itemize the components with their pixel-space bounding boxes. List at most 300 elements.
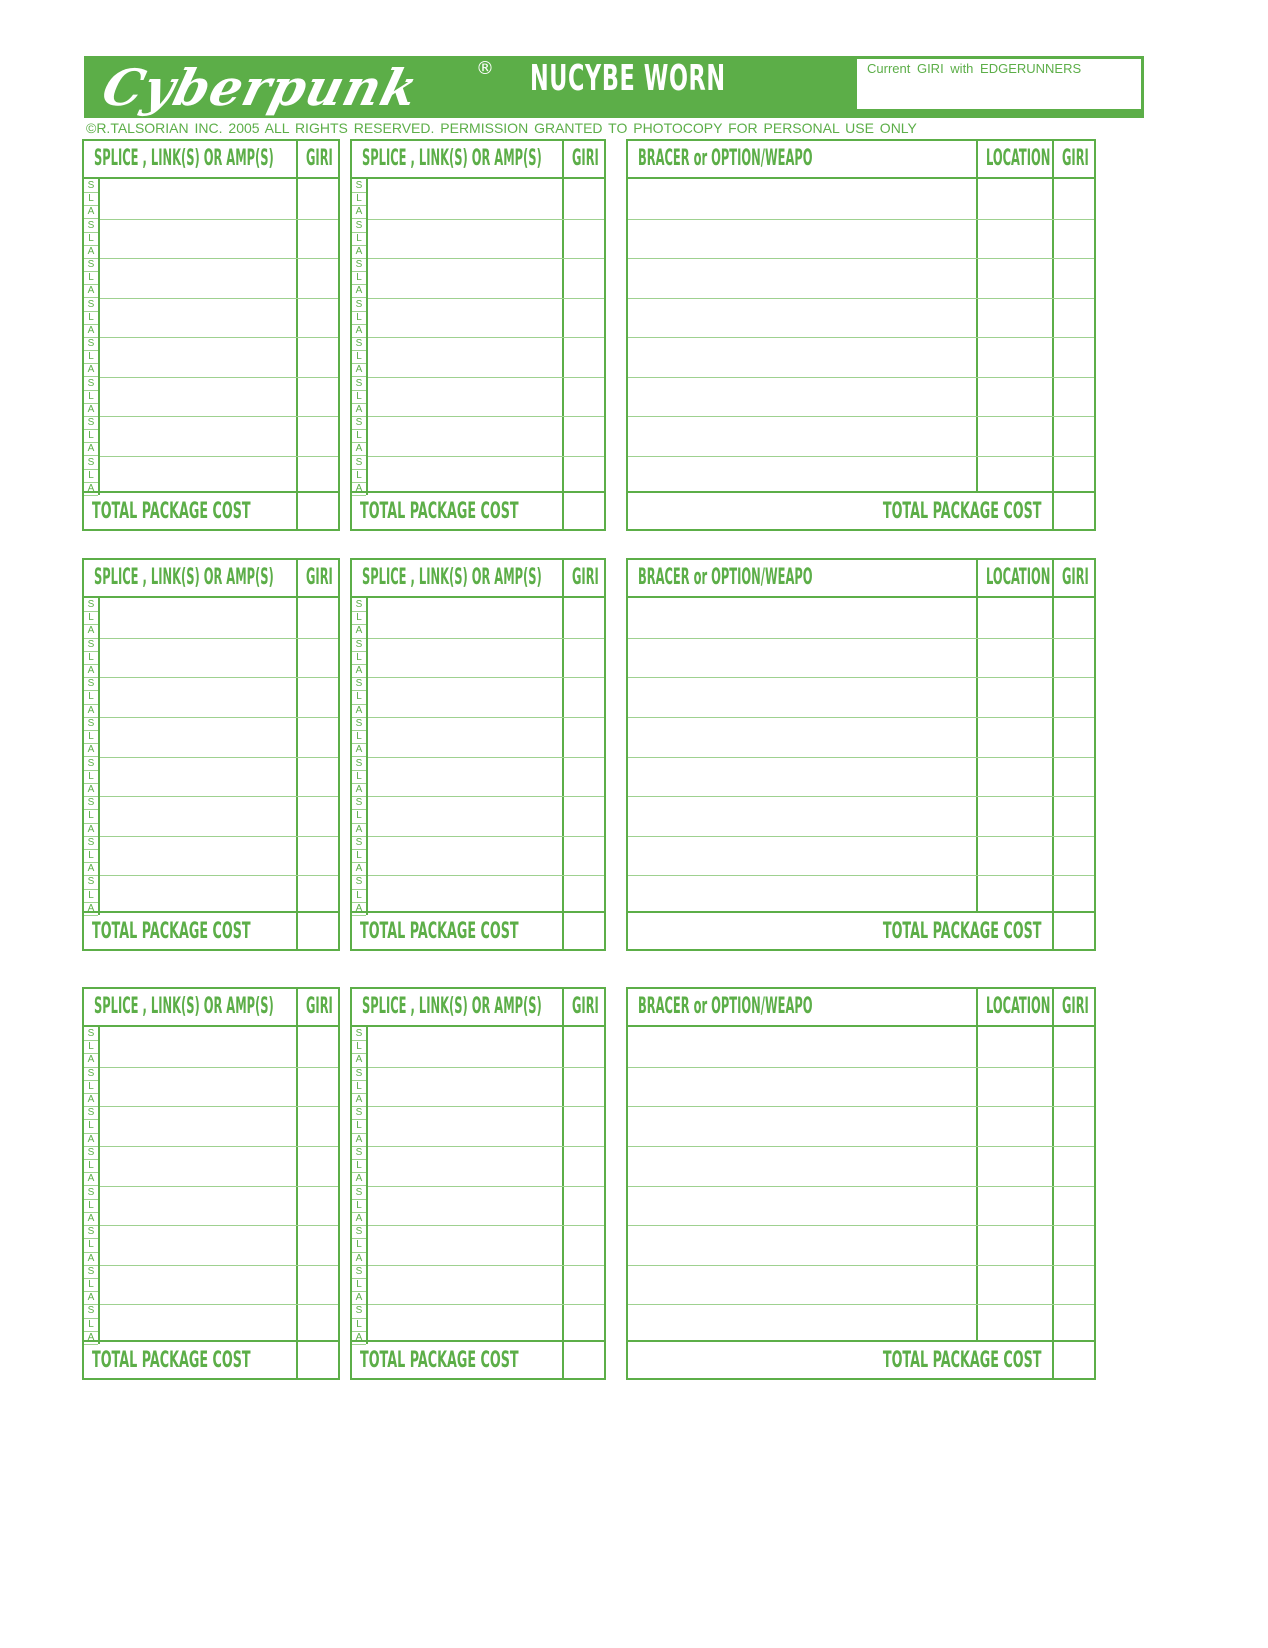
sla-letter-l[interactable]: L: [84, 350, 98, 364]
sla-letter-a[interactable]: A: [352, 704, 366, 718]
sla-letter-s[interactable]: S: [352, 258, 366, 272]
sla-letter-l[interactable]: L: [352, 1238, 366, 1252]
sla-letter-l[interactable]: L: [84, 690, 98, 704]
location-column-header: LOCATION: [986, 146, 1051, 171]
location-column-header: LOCATION: [986, 994, 1051, 1019]
current-giri-label: Current GIRI with EDGERUNNERS: [867, 61, 1082, 76]
splice-table: [82, 558, 340, 951]
total-package-cost-row: [628, 1340, 1094, 1378]
giri-column-header: GIRI: [306, 565, 333, 590]
giri-column-divider: [296, 560, 298, 949]
sla-letter-s[interactable]: S: [352, 638, 366, 652]
table-row[interactable]: [628, 677, 974, 717]
total-package-cost-value[interactable]: [560, 493, 604, 529]
location-column-divider: [976, 989, 978, 1340]
sla-column: [352, 1027, 368, 1344]
sla-letter-a[interactable]: A: [84, 783, 98, 797]
bracer-table: [626, 558, 1096, 951]
sla-letter-a[interactable]: A: [352, 1053, 366, 1067]
table-row[interactable]: [628, 298, 974, 338]
table-row[interactable]: [368, 377, 560, 417]
sla-letter-l[interactable]: L: [352, 770, 366, 784]
sla-letter-a[interactable]: A: [84, 482, 98, 496]
sla-letter-l[interactable]: L: [84, 770, 98, 784]
table-row[interactable]: [368, 1225, 560, 1265]
table-row[interactable]: [100, 258, 294, 298]
sla-letter-l[interactable]: L: [84, 469, 98, 483]
sla-letter-s[interactable]: S: [352, 179, 366, 193]
total-package-cost-label: TOTAL PACKAGE COST: [360, 919, 519, 944]
bracer-table-header: [628, 141, 1094, 179]
sla-letter-s[interactable]: S: [84, 337, 98, 351]
sla-letter-s[interactable]: S: [84, 219, 98, 233]
sla-letter-s[interactable]: S: [352, 1067, 366, 1081]
sla-letter-l[interactable]: L: [84, 809, 98, 823]
giri-column-header: GIRI: [1062, 565, 1089, 590]
sla-letter-l[interactable]: L: [352, 1080, 366, 1094]
table-row[interactable]: [100, 796, 294, 836]
giri-column-header: GIRI: [572, 146, 599, 171]
sla-letter-s[interactable]: S: [352, 1304, 366, 1318]
sla-letter-s[interactable]: S: [84, 416, 98, 430]
sla-letter-a[interactable]: A: [84, 284, 98, 298]
sla-letter-a[interactable]: A: [352, 823, 366, 837]
table-row[interactable]: [628, 717, 974, 757]
sla-letter-a[interactable]: A: [84, 324, 98, 338]
table-row[interactable]: [628, 875, 974, 915]
table-row[interactable]: [100, 1146, 294, 1186]
location-column-divider: [976, 560, 978, 911]
table-row[interactable]: [368, 337, 560, 377]
sla-letter-l[interactable]: L: [352, 429, 366, 443]
sla-letter-l[interactable]: L: [84, 611, 98, 625]
table-row[interactable]: [368, 416, 560, 456]
table-row[interactable]: [100, 298, 294, 338]
table-row[interactable]: [368, 1186, 560, 1226]
sla-column: [84, 1027, 100, 1344]
sla-letter-s[interactable]: S: [84, 1225, 98, 1239]
total-package-cost-row: [352, 1340, 604, 1378]
sla-letter-l[interactable]: L: [84, 849, 98, 863]
table-row[interactable]: [628, 757, 974, 797]
table-row[interactable]: [100, 677, 294, 717]
sla-letter-s[interactable]: S: [352, 298, 366, 312]
sla-letter-s[interactable]: S: [84, 1265, 98, 1279]
sla-letter-s[interactable]: S: [352, 219, 366, 233]
sla-letter-l[interactable]: L: [352, 730, 366, 744]
table-row[interactable]: [100, 717, 294, 757]
sla-letter-s[interactable]: S: [352, 1106, 366, 1120]
table-row[interactable]: [628, 1027, 974, 1067]
table-row[interactable]: [100, 337, 294, 377]
sla-letter-a[interactable]: A: [352, 403, 366, 417]
sla-letter-a[interactable]: A: [84, 363, 98, 377]
sla-letter-l[interactable]: L: [84, 1238, 98, 1252]
sla-letter-a[interactable]: A: [352, 1093, 366, 1107]
sla-letter-l[interactable]: L: [352, 1318, 366, 1332]
giri-column-header: GIRI: [306, 146, 333, 171]
sla-letter-l[interactable]: L: [352, 1199, 366, 1213]
table-row[interactable]: [368, 1067, 560, 1107]
sla-letter-a[interactable]: A: [352, 664, 366, 678]
sla-letter-s[interactable]: S: [84, 298, 98, 312]
splice-table-header: [84, 560, 338, 598]
sla-letter-l[interactable]: L: [84, 1318, 98, 1332]
table-row[interactable]: [628, 598, 974, 638]
sla-letter-l[interactable]: L: [352, 232, 366, 246]
sla-letter-l[interactable]: L: [84, 1119, 98, 1133]
location-column-header: LOCATION: [986, 565, 1051, 590]
sla-letter-s[interactable]: S: [352, 796, 366, 810]
cyberpunk-logo: Cyberpunk: [96, 58, 425, 117]
table-row[interactable]: [100, 377, 294, 417]
table-row[interactable]: [368, 179, 560, 219]
sla-letter-a[interactable]: A: [352, 442, 366, 456]
bracer-table-header: [628, 560, 1094, 598]
sla-letter-l[interactable]: L: [352, 469, 366, 483]
sla-letter-a[interactable]: A: [84, 1252, 98, 1266]
sla-letter-l[interactable]: L: [352, 1040, 366, 1054]
sla-letter-s[interactable]: S: [84, 179, 98, 193]
sla-letter-s[interactable]: S: [352, 337, 366, 351]
sla-letter-a[interactable]: A: [84, 442, 98, 456]
total-package-cost-label: TOTAL PACKAGE COST: [883, 499, 1042, 524]
sla-letter-a[interactable]: A: [352, 284, 366, 298]
sla-letter-a[interactable]: A: [352, 1172, 366, 1186]
splice-table-header: [84, 989, 338, 1027]
total-package-cost-label: TOTAL PACKAGE COST: [360, 499, 519, 524]
sla-letter-s[interactable]: S: [352, 1225, 366, 1239]
sla-letter-a[interactable]: A: [84, 862, 98, 876]
sla-letter-a[interactable]: A: [352, 1291, 366, 1305]
current-giri-field[interactable]: [857, 59, 1141, 109]
total-package-cost-row: [84, 491, 338, 529]
header-banner: [84, 56, 1144, 118]
sla-letter-s[interactable]: S: [352, 1265, 366, 1279]
total-package-cost-label: TOTAL PACKAGE COST: [92, 919, 251, 944]
sla-letter-l[interactable]: L: [352, 390, 366, 404]
sla-letter-a[interactable]: A: [352, 862, 366, 876]
table-row[interactable]: [368, 298, 560, 338]
sla-letter-s[interactable]: S: [352, 875, 366, 889]
sla-letter-l[interactable]: L: [84, 1278, 98, 1292]
sla-letter-s[interactable]: S: [84, 1304, 98, 1318]
table-row[interactable]: [100, 875, 294, 915]
table-row[interactable]: [628, 796, 974, 836]
sla-letter-l[interactable]: L: [352, 809, 366, 823]
splice-table: [350, 987, 606, 1380]
sla-letter-l[interactable]: L: [84, 311, 98, 325]
table-row[interactable]: [628, 1186, 974, 1226]
sla-letter-s[interactable]: S: [352, 1186, 366, 1200]
giri-column-header: GIRI: [306, 994, 333, 1019]
giri-column-header: GIRI: [572, 994, 599, 1019]
giri-column-divider: [296, 141, 298, 529]
page-title: NUCYBE WORN: [530, 58, 726, 99]
table-row[interactable]: [628, 337, 974, 377]
total-package-cost-value[interactable]: [1050, 493, 1094, 529]
table-row[interactable]: [100, 1067, 294, 1107]
sla-letter-l[interactable]: L: [352, 690, 366, 704]
sla-letter-l[interactable]: L: [352, 271, 366, 285]
table-row[interactable]: [628, 1304, 974, 1344]
sla-letter-a[interactable]: A: [352, 1331, 366, 1345]
table-row[interactable]: [368, 875, 560, 915]
table-row[interactable]: [100, 757, 294, 797]
sla-letter-a[interactable]: A: [84, 1053, 98, 1067]
splice-table: [350, 139, 606, 531]
table-row[interactable]: [628, 638, 974, 678]
total-package-cost-label: TOTAL PACKAGE COST: [883, 1348, 1042, 1373]
sla-letter-s[interactable]: S: [352, 757, 366, 771]
table-row[interactable]: [628, 377, 974, 417]
splice-title: SPLICE , LINK(S) OR AMP(S): [94, 994, 274, 1019]
sla-letter-a[interactable]: A: [352, 245, 366, 259]
sla-letter-a[interactable]: A: [352, 1252, 366, 1266]
table-row[interactable]: [100, 1186, 294, 1226]
splice-table-header: [352, 560, 604, 598]
table-row[interactable]: [368, 1265, 560, 1305]
sla-letter-s[interactable]: S: [84, 757, 98, 771]
sla-letter-a[interactable]: A: [84, 743, 98, 757]
sla-letter-a[interactable]: A: [84, 1331, 98, 1345]
bracer-title: BRACER or OPTION/WEAPO: [638, 994, 813, 1019]
sla-letter-s[interactable]: S: [84, 1146, 98, 1160]
splice-title: SPLICE , LINK(S) OR AMP(S): [94, 565, 274, 590]
table-row[interactable]: [368, 1304, 560, 1344]
sla-letter-a[interactable]: A: [84, 1093, 98, 1107]
sla-letter-l[interactable]: L: [352, 311, 366, 325]
sla-letter-s[interactable]: S: [84, 796, 98, 810]
sla-letter-s[interactable]: S: [84, 677, 98, 691]
sla-letter-a[interactable]: A: [352, 624, 366, 638]
sla-letter-l[interactable]: L: [84, 232, 98, 246]
sla-letter-s[interactable]: S: [352, 717, 366, 731]
sla-letter-a[interactable]: A: [352, 1133, 366, 1147]
table-row[interactable]: [100, 456, 294, 496]
sla-letter-s[interactable]: S: [84, 717, 98, 731]
sla-letter-l[interactable]: L: [84, 1040, 98, 1054]
sla-letter-l[interactable]: L: [84, 1159, 98, 1173]
giri-column-divider: [296, 989, 298, 1378]
splice-table-header: [352, 141, 604, 179]
sla-letter-s[interactable]: S: [84, 1067, 98, 1081]
total-package-cost-row: [628, 491, 1094, 529]
sla-letter-a[interactable]: A: [84, 205, 98, 219]
splice-title: SPLICE , LINK(S) OR AMP(S): [94, 146, 274, 171]
table-row[interactable]: [100, 179, 294, 219]
giri-column-divider: [562, 560, 564, 949]
giri-column-header: GIRI: [572, 565, 599, 590]
table-row[interactable]: [100, 1106, 294, 1146]
sla-letter-l[interactable]: L: [352, 1119, 366, 1133]
copyright-notice: ©R.TALSORIAN INC. 2005 ALL RIGHTS RESERVED. PERMISSION GRANTED TO PHOTOCOPY FOR PERSONAL USE ONLY: [86, 120, 917, 136]
table-row[interactable]: [100, 1027, 294, 1067]
sla-letter-a[interactable]: A: [84, 403, 98, 417]
total-package-cost-label: TOTAL PACKAGE COST: [92, 499, 251, 524]
bracer-table-header: [628, 989, 1094, 1027]
sla-letter-a[interactable]: A: [352, 1212, 366, 1226]
table-row[interactable]: [100, 598, 294, 638]
sla-column: [84, 179, 100, 495]
sla-letter-a[interactable]: A: [84, 1212, 98, 1226]
giri-column-divider: [562, 989, 564, 1378]
table-row[interactable]: [368, 1146, 560, 1186]
bracer-table: [626, 139, 1096, 531]
table-row[interactable]: [100, 1304, 294, 1344]
sla-letter-l[interactable]: L: [84, 1080, 98, 1094]
table-row[interactable]: [368, 717, 560, 757]
sla-letter-s[interactable]: S: [352, 598, 366, 612]
table-row[interactable]: [628, 1106, 974, 1146]
sla-letter-a[interactable]: A: [84, 1291, 98, 1305]
sla-letter-a[interactable]: A: [352, 783, 366, 797]
table-row[interactable]: [368, 219, 560, 259]
sla-letter-s[interactable]: S: [84, 638, 98, 652]
table-row[interactable]: [628, 219, 974, 259]
table-row[interactable]: [628, 416, 974, 456]
table-row[interactable]: [368, 677, 560, 717]
giri-column-divider: [1052, 560, 1054, 949]
sla-letter-s[interactable]: S: [84, 836, 98, 850]
sla-letter-l[interactable]: L: [352, 651, 366, 665]
sla-letter-s[interactable]: S: [352, 416, 366, 430]
total-package-cost-row: [628, 911, 1094, 949]
table-row[interactable]: [628, 836, 974, 876]
total-package-cost-value[interactable]: [560, 913, 604, 949]
table-row[interactable]: [628, 1146, 974, 1186]
sla-letter-l[interactable]: L: [84, 390, 98, 404]
sla-letter-s[interactable]: S: [352, 1027, 366, 1041]
table-row[interactable]: [628, 179, 974, 219]
total-package-cost-value[interactable]: [294, 493, 338, 529]
total-package-cost-label: TOTAL PACKAGE COST: [883, 919, 1042, 944]
total-package-cost-value[interactable]: [294, 913, 338, 949]
total-package-cost-value[interactable]: [1050, 913, 1094, 949]
sla-letter-l[interactable]: L: [352, 1159, 366, 1173]
splice-table: [82, 139, 340, 531]
table-row[interactable]: [628, 1225, 974, 1265]
giri-column-header: GIRI: [1062, 146, 1089, 171]
table-row[interactable]: [368, 598, 560, 638]
sla-letter-l[interactable]: L: [352, 611, 366, 625]
sla-letter-a[interactable]: A: [352, 482, 366, 496]
table-row[interactable]: [628, 258, 974, 298]
sla-letter-a[interactable]: A: [84, 245, 98, 259]
sla-letter-l[interactable]: L: [84, 730, 98, 744]
sla-letter-l[interactable]: L: [352, 1278, 366, 1292]
sla-letter-s[interactable]: S: [84, 258, 98, 272]
splice-title: SPLICE , LINK(S) OR AMP(S): [362, 994, 542, 1019]
splice-title: SPLICE , LINK(S) OR AMP(S): [362, 146, 542, 171]
sla-letter-l[interactable]: L: [84, 889, 98, 903]
sla-letter-l[interactable]: L: [84, 271, 98, 285]
giri-column-divider: [1052, 989, 1054, 1378]
total-package-cost-row: [84, 1340, 338, 1378]
table-row[interactable]: [100, 416, 294, 456]
sla-letter-s[interactable]: S: [352, 836, 366, 850]
table-row[interactable]: [100, 836, 294, 876]
sla-letter-a[interactable]: A: [352, 205, 366, 219]
table-row[interactable]: [368, 836, 560, 876]
sla-letter-s[interactable]: S: [84, 875, 98, 889]
table-row[interactable]: [368, 796, 560, 836]
table-row[interactable]: [628, 1265, 974, 1305]
total-package-cost-value[interactable]: [560, 1342, 604, 1378]
splice-table: [350, 558, 606, 951]
sla-letter-l[interactable]: L: [84, 1199, 98, 1213]
sla-letter-s[interactable]: S: [84, 456, 98, 470]
bracer-title: BRACER or OPTION/WEAPO: [638, 565, 813, 590]
sla-letter-s[interactable]: S: [84, 377, 98, 391]
registered-mark: ®: [476, 58, 494, 79]
sla-letter-l[interactable]: L: [352, 350, 366, 364]
sla-letter-a[interactable]: A: [352, 363, 366, 377]
sla-letter-s[interactable]: S: [84, 598, 98, 612]
sla-letter-a[interactable]: A: [352, 743, 366, 757]
sla-column: [352, 179, 368, 495]
table-row[interactable]: [100, 1225, 294, 1265]
giri-column-divider: [1052, 141, 1054, 529]
sla-letter-a[interactable]: A: [84, 1133, 98, 1147]
sla-letter-a[interactable]: A: [84, 664, 98, 678]
sla-column: [84, 598, 100, 915]
sla-letter-l[interactable]: L: [84, 192, 98, 206]
table-row[interactable]: [368, 456, 560, 496]
table-row[interactable]: [368, 1106, 560, 1146]
table-row[interactable]: [628, 1067, 974, 1107]
sla-letter-l[interactable]: L: [84, 429, 98, 443]
total-package-cost-value[interactable]: [1050, 1342, 1094, 1378]
sla-letter-l[interactable]: L: [352, 889, 366, 903]
total-package-cost-row: [352, 911, 604, 949]
table-row[interactable]: [100, 1265, 294, 1305]
sla-column: [352, 598, 368, 915]
sla-letter-a[interactable]: A: [352, 324, 366, 338]
table-row[interactable]: [368, 757, 560, 797]
sla-letter-s[interactable]: S: [84, 1027, 98, 1041]
splice-table-header: [84, 141, 338, 179]
table-row[interactable]: [100, 638, 294, 678]
sla-letter-l[interactable]: L: [352, 849, 366, 863]
sla-letter-a[interactable]: A: [84, 704, 98, 718]
table-row[interactable]: [100, 219, 294, 259]
sla-letter-s[interactable]: S: [352, 677, 366, 691]
sla-letter-a[interactable]: A: [352, 902, 366, 916]
total-package-cost-value[interactable]: [294, 1342, 338, 1378]
sla-letter-a[interactable]: A: [84, 902, 98, 916]
table-row[interactable]: [368, 638, 560, 678]
sla-letter-s[interactable]: S: [352, 377, 366, 391]
sla-letter-l[interactable]: L: [352, 192, 366, 206]
splice-title: SPLICE , LINK(S) OR AMP(S): [362, 565, 542, 590]
sla-letter-l[interactable]: L: [84, 651, 98, 665]
table-row[interactable]: [628, 456, 974, 496]
sla-letter-s[interactable]: S: [84, 1106, 98, 1120]
sla-letter-s[interactable]: S: [352, 1146, 366, 1160]
sla-letter-s[interactable]: S: [84, 1186, 98, 1200]
table-row[interactable]: [368, 258, 560, 298]
sla-letter-a[interactable]: A: [84, 1172, 98, 1186]
giri-column-header: GIRI: [1062, 994, 1089, 1019]
total-package-cost-row: [352, 491, 604, 529]
sla-letter-a[interactable]: A: [84, 823, 98, 837]
total-package-cost-label: TOTAL PACKAGE COST: [360, 1348, 519, 1373]
sla-letter-a[interactable]: A: [84, 624, 98, 638]
sla-letter-s[interactable]: S: [352, 456, 366, 470]
splice-table-header: [352, 989, 604, 1027]
table-row[interactable]: [368, 1027, 560, 1067]
